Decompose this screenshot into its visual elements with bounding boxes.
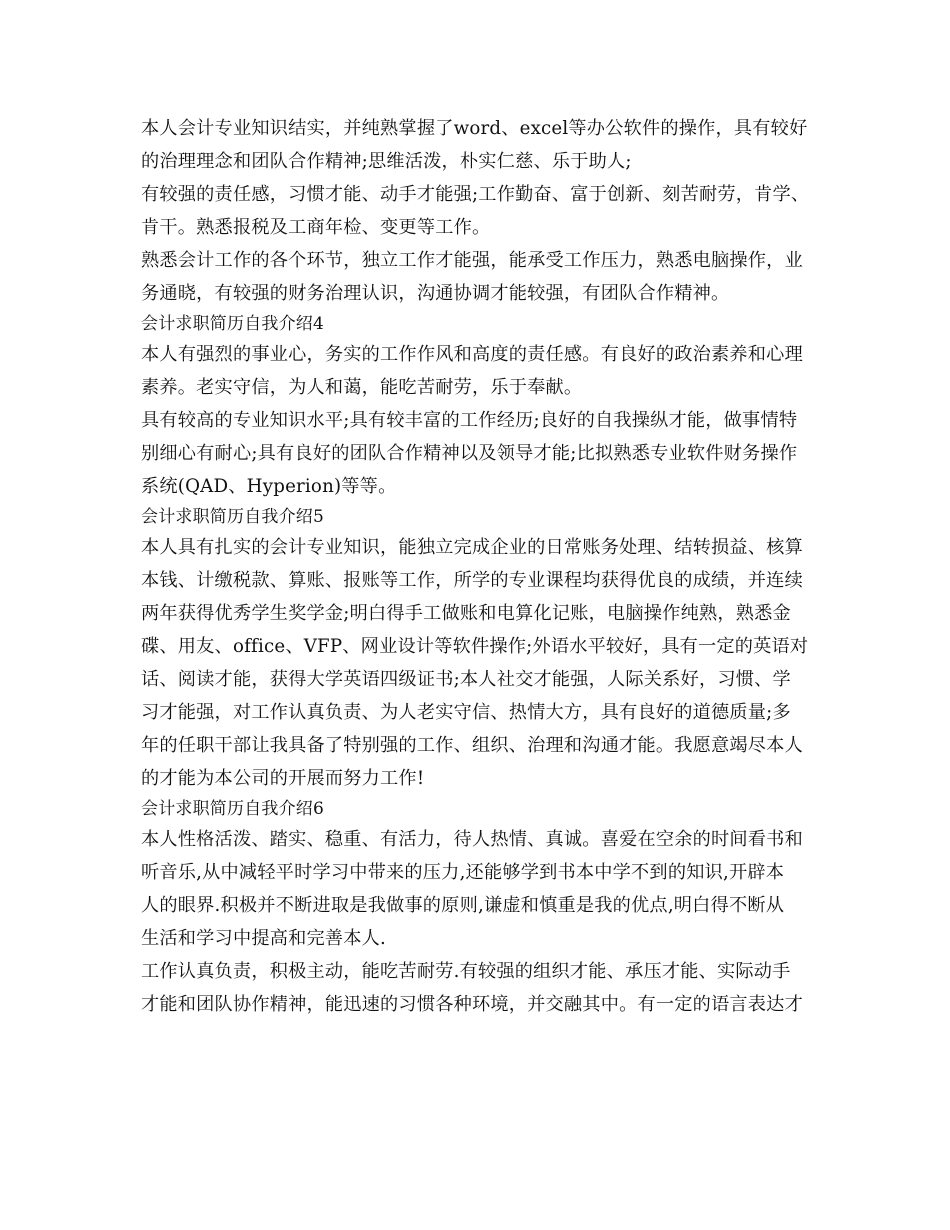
section-heading: 会计求职简历自我介绍5 [141, 507, 325, 527]
section-heading: 会计求职简历自我介绍6 [141, 799, 325, 819]
paragraph-line: 话、阅读才能，获得大学英语四级证书;本人社交才能强，人际关系好，习惯、学 [141, 669, 791, 690]
paragraph-line: 听音乐,从中减轻平时学习中带来的压力,还能够学到书本中学不到的知识,开辟本 [141, 862, 785, 883]
paragraph-line: 别细心有耐心;具有良好的团队合作精神以及领导才能;比拟熟悉专业软件财务操作 [141, 443, 798, 464]
section-heading: 会计求职简历自我介绍4 [141, 314, 325, 334]
document-page [141, 112, 813, 1021]
paragraph-line: 年的任职干部让我具备了特别强的工作、组织、治理和沟通才能。我愿意竭尽本人 [141, 735, 803, 756]
paragraph-line: 有较强的责任感，习惯才能、动手才能强;工作勤奋、富于创新、刻苦耐劳，肯学、 [141, 184, 810, 205]
paragraph-line: 熟悉会计工作的各个环节，独立工作才能强，能承受工作压力，熟悉电脑操作，业 [141, 250, 803, 271]
paragraph-line: 的才能为本公司的开展而努力工作! [141, 768, 425, 789]
paragraph-line: 的治理理念和团队合作精神;思维活泼，朴实仁慈、乐于助人; [141, 151, 632, 172]
paragraph-line: 具有较高的专业知识水平;具有较丰富的工作经历;良好的自我操纵才能，做事情特 [141, 410, 798, 431]
paragraph-line: 肯干。熟悉报税及工商年检、变更等工作。 [141, 217, 491, 238]
paragraph-line: 本人会计专业知识结实，并纯熟掌握了word、excel等办公软件的操作，具有较好 [141, 118, 808, 139]
paragraph-line: 务通晓，有较强的财务治理认识，沟通协调才能较强，有团队合作精神。 [141, 283, 730, 304]
paragraph-line: 本人具有扎实的会计专业知识，能独立完成企业的日常账务处理、结转损益、核算 [141, 537, 803, 558]
paragraph-line: 人的眼界.积极并不断进取是我做事的原则,谦虚和慎重是我的优点,明白得不断从 [141, 895, 785, 916]
paragraph-line: 系统(QAD、Hyperion)等等。 [141, 476, 397, 497]
paragraph-line: 生活和学习中提高和完善本人. [141, 928, 387, 949]
paragraph-line: 本人有强烈的事业心，务实的工作作风和高度的责任感。有良好的政治素养和心理 [141, 344, 803, 365]
paragraph-line: 素养。老实守信，为人和蔼，能吃苦耐劳，乐于奉献。 [141, 377, 583, 398]
paragraph-line: 本人性格活泼、踏实、稳重、有活力，待人热情、真诚。喜爱在空余的时间看书和 [141, 829, 803, 850]
paragraph-line: 才能和团队协作精神，能迅速的习惯各种环境，并交融其中。有一定的语言表达才 [141, 994, 803, 1015]
paragraph-line: 工作认真负责，积极主动，能吃苦耐劳.有较强的组织才能、承压才能、实际动手 [141, 961, 791, 982]
paragraph-line: 本钱、计缴税款、算账、报账等工作，所学的专业课程均获得优良的成绩，并连续 [141, 570, 803, 591]
paragraph-line: 碟、用友、office、VFP、网业设计等软件操作;外语水平较好，具有一定的英语对 [141, 636, 809, 657]
paragraph-line: 两年获得优秀学生奖学金;明白得手工做账和电算化记账，电脑操作纯熟，熟悉金 [141, 603, 791, 624]
paragraph-line: 习才能强，对工作认真负责、为人老实守信、热情大方，具有良好的道德质量;多 [141, 702, 791, 723]
